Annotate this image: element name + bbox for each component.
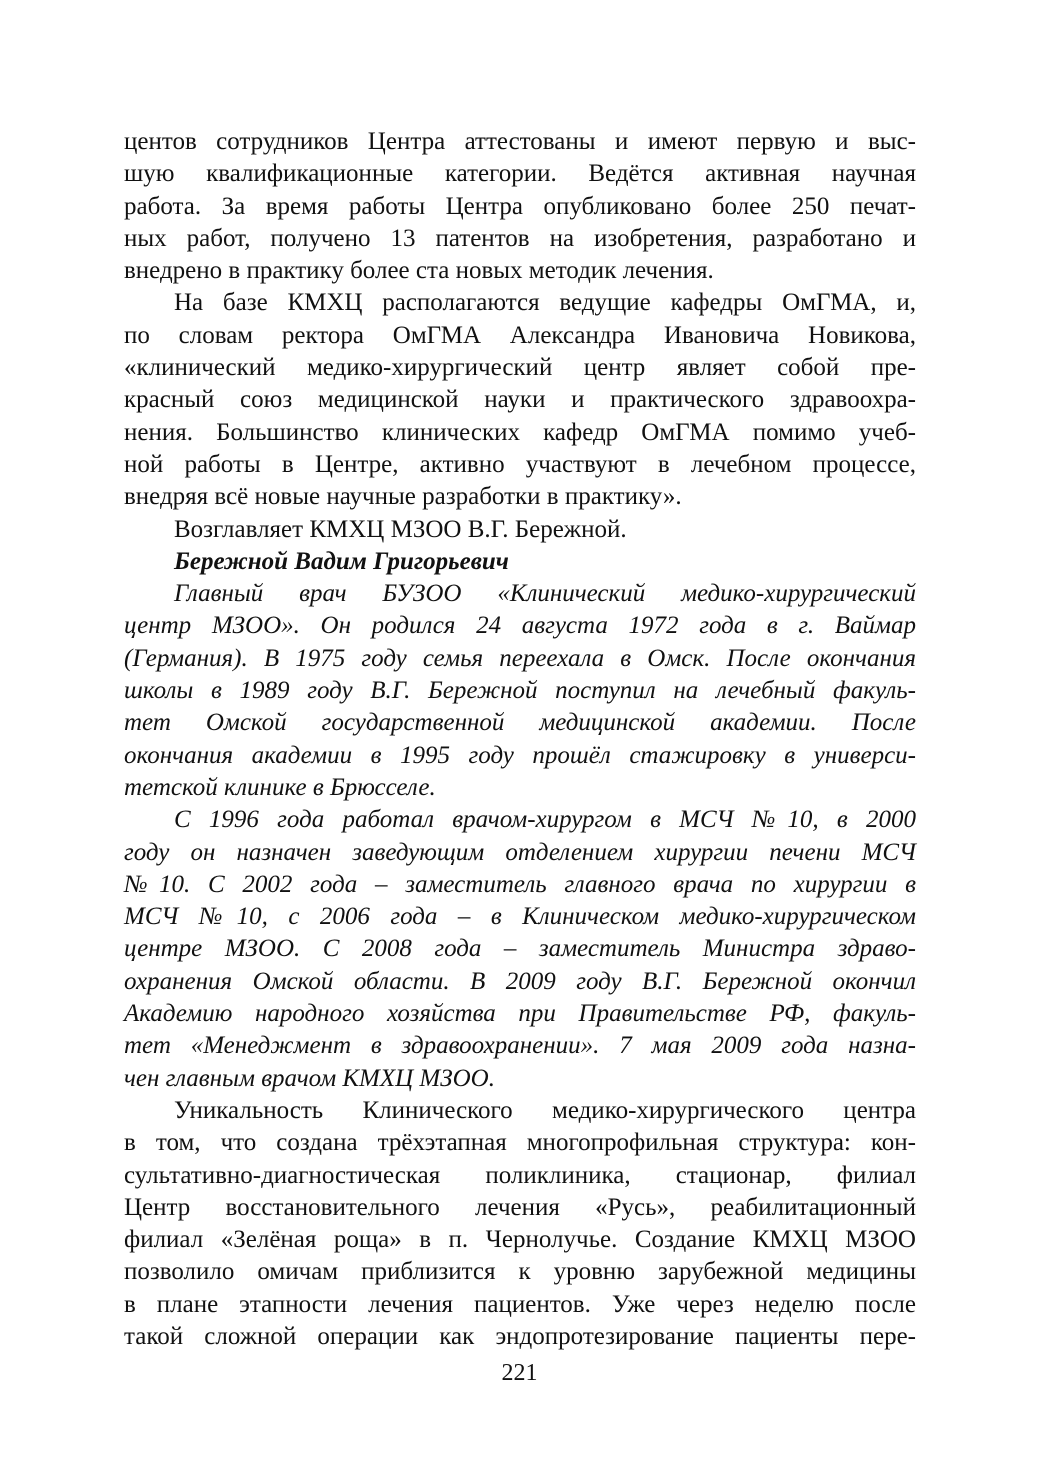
text-line: окончания академии в 1995 году прошёл стажировку в универси- bbox=[124, 741, 916, 769]
text-line: сультативно-диагностическая поликлиника, стационар, филиал bbox=[124, 1161, 916, 1189]
paragraph bbox=[124, 514, 916, 546]
text-line: «клинический медико-хирургический центр являет собой пре- bbox=[124, 354, 916, 382]
text-line: №10. С 2002 года – заместитель главного врача по хирургии в bbox=[124, 870, 916, 898]
text-line: шую квалификационные категории. Ведётся активная научная bbox=[124, 160, 916, 188]
page-number: 221 bbox=[501, 1360, 538, 1386]
text-line: в том, что создана трёхэтапная многопрофильная структура: кон- bbox=[124, 1129, 916, 1157]
text-line: ных работ, получено 13 патентов на изобретения, разработано и bbox=[124, 224, 916, 252]
text-line: МСЧ №10, с 2006 года – в Клиническом медико-хирургическом bbox=[124, 903, 916, 931]
text-line: красный союз медицинской науки и практического здравоохра- bbox=[124, 386, 916, 414]
text-line: центр МЗОО». Он родился 24 августа 1972 года в г. Ваймар bbox=[124, 612, 916, 640]
text-line: Уникальность Клинического медико-хирургического центра bbox=[174, 1096, 916, 1124]
text-line: Бережной Вадим Григорьевич bbox=[174, 547, 509, 575]
text-line: школы в 1989 году В.Г. Бережной поступил на лечебный факуль- bbox=[124, 677, 916, 705]
text-line: (Германия). В 1975 году семья переехала в Омск. После окончания bbox=[124, 644, 916, 672]
text-line: тетской клинике в Брюсселе. bbox=[124, 773, 436, 801]
paragraph bbox=[124, 546, 916, 578]
text-line: Академию народного хозяйства при Правительстве РФ, факуль- bbox=[124, 1000, 916, 1028]
paragraph bbox=[124, 578, 916, 804]
text-line: Возглавляет КМХЦ МЗОО В.Г. Бережной. bbox=[174, 515, 627, 543]
text-line: Главный врач БУЗОО «Клинический медико-хирургический bbox=[174, 580, 916, 608]
text-line: такой сложной операции как эндопротезирование пациенты пере- bbox=[124, 1322, 916, 1350]
text-line: чен главным врачом КМХЦ МЗОО. bbox=[124, 1064, 495, 1092]
text-line: внедрено в практику более ста новых методик лечения. bbox=[124, 257, 714, 285]
text-line: позволило омичам приблизится к уровню зарубежной медицины bbox=[124, 1258, 916, 1286]
text-line: по словам ректора ОмГМА Александра Ивановича Новикова, bbox=[124, 321, 916, 349]
text-line: охранения Омской области. В 2009 году В.Г. Бережной окончил bbox=[124, 967, 916, 995]
paragraph bbox=[124, 126, 916, 287]
page-body bbox=[124, 126, 916, 1353]
paragraph bbox=[124, 804, 916, 1095]
text-line: центре МЗОО. С 2008 года – заместитель Министра здраво- bbox=[124, 935, 916, 963]
text-line: С 1996 года работал врачом-хирургом в МСЧ №10, в 2000 bbox=[174, 806, 916, 834]
paragraph bbox=[124, 1095, 916, 1353]
text-line: ной работы в Центре, активно участвуют в лечебном процессе, bbox=[124, 450, 916, 478]
text-line: внедряя всё новые научные разработки в практику». bbox=[124, 483, 682, 511]
paragraph bbox=[124, 287, 916, 513]
text-line: тет «Менеджмент в здравоохранении». 7 мая 2009 года назна- bbox=[124, 1032, 916, 1060]
text-line: в плане этапности лечения пациентов. Уже через неделю после bbox=[124, 1290, 916, 1318]
text-line: Центр восстановительного лечения «Русь», реабилитационный bbox=[124, 1193, 916, 1221]
text-line: На базе КМХЦ располагаются ведущие кафедры ОмГМА, и, bbox=[174, 289, 916, 317]
text-line: центов сотрудников Центра аттестованы и имеют первую и выс- bbox=[124, 128, 916, 155]
text-line: работа. За время работы Центра опубликовано более 250 печат- bbox=[124, 192, 916, 220]
text-line: тет Омской государственной медицинской академии. После bbox=[124, 709, 916, 737]
text-line: году он назначен заведующим отделением хирургии печени МСЧ bbox=[124, 838, 916, 866]
text-line: нения. Большинство клинических кафедр ОмГМА помимо учеб- bbox=[124, 418, 916, 446]
text-line: филиал «Зелёная роща» в п. Чернолучье. Создание КМХЦ МЗОО bbox=[124, 1226, 916, 1254]
